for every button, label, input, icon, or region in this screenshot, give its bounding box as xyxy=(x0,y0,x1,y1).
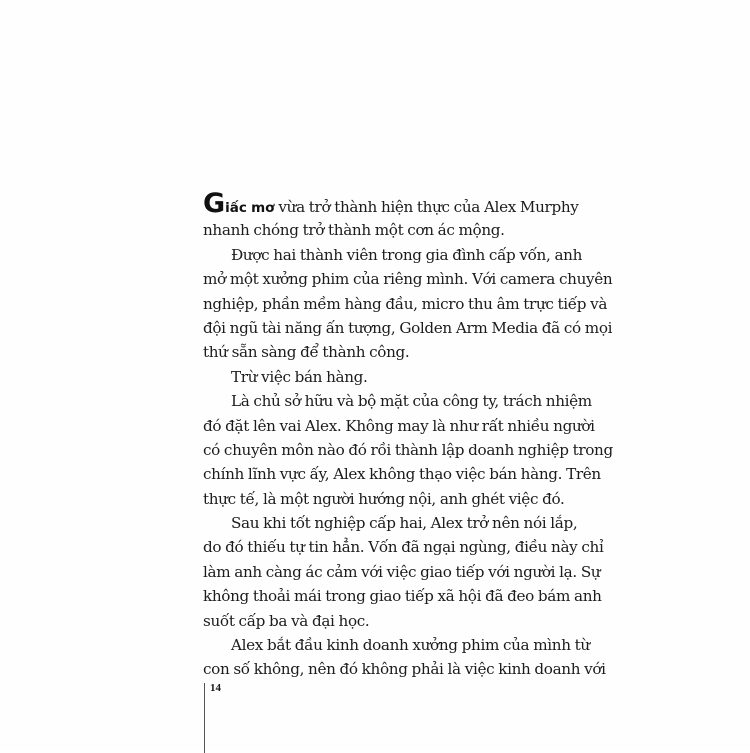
text-line: nghiệp, phần mềm hàng đầu, micro thu âm trực tiếp và xyxy=(203,294,608,313)
text-line: đó đặt lên vai Alex. Không may là như rất nhiều người xyxy=(203,416,595,435)
folio-rule xyxy=(204,683,205,753)
text-line: Sau khi tốt nghiệp cấp hai, Alex trở nên nói lắp, xyxy=(231,514,578,533)
opening-line-text: vừa trở thành hiện thực của Alex Murphy xyxy=(274,198,579,216)
text-line: Trừ việc bán hàng. xyxy=(231,367,368,386)
text-line: nhanh chóng trở thành một cơn ác mộng. xyxy=(203,221,505,240)
text-line: mở một xưởng phim của riêng mình. Với camera chuyên xyxy=(203,270,613,289)
text-line: thực tế, là một người hướng nội, anh ghét việc đó. xyxy=(203,489,565,508)
text-line: con số không, nên đó không phải là việc kinh doanh với xyxy=(203,660,606,679)
text-line: Là chủ sở hữu và bộ mặt của công ty, trách nhiệm xyxy=(231,392,592,411)
text-line: do đó thiếu tự tin hẳn. Vốn đã ngại ngùng, điều này chỉ xyxy=(203,538,604,557)
lead-in-bold: iấc mơ xyxy=(225,200,275,216)
text-line: làm anh càng ác cảm với việc giao tiếp với người lạ. Sự xyxy=(203,562,601,581)
opening-line xyxy=(203,188,579,219)
body-text xyxy=(203,188,613,682)
drop-cap: G xyxy=(203,188,226,219)
text-line: Alex bắt đầu kinh doanh xưởng phim của mình từ xyxy=(231,636,590,655)
text-line: không thoải mái trong giao tiếp xã hội đã đeo bám anh xyxy=(203,587,602,606)
text-line: Được hai thành viên trong gia đình cấp vốn, anh xyxy=(231,245,583,264)
text-line: chính lĩnh vực ấy, Alex không thạo việc bán hàng. Trên xyxy=(203,465,601,484)
paragraph-lines xyxy=(203,218,613,681)
text-line: đội ngũ tài năng ấn tượng, Golden Arm Media đã có mọi xyxy=(203,318,613,337)
page-number: 14 xyxy=(210,682,221,694)
text-line: suốt cấp ba và đại học. xyxy=(203,611,370,630)
text-line: thứ sẵn sàng để thành công. xyxy=(203,343,410,362)
text-line: có chuyên môn nào đó rồi thành lập doanh nghiệp trong xyxy=(203,440,613,459)
